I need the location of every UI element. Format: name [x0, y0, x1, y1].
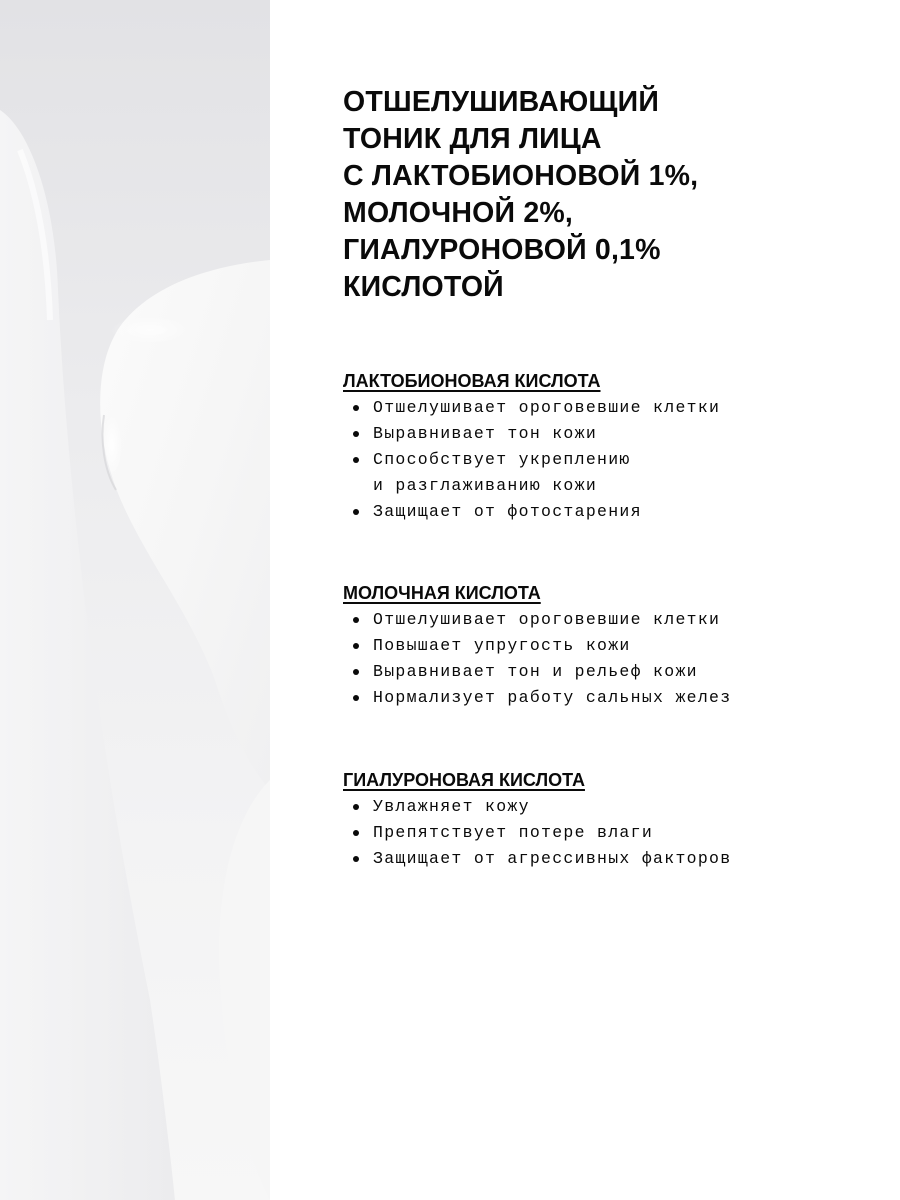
list-item: [343, 685, 883, 711]
list-item: [343, 499, 883, 525]
list-item-text: Способствует укреплению: [373, 450, 631, 469]
section-heading: ГИАЛУРОНОВАЯ КИСЛОТА: [343, 770, 585, 790]
bullet-icon: [353, 509, 359, 515]
list-item-text: Отшелушивает ороговевшие клетки: [373, 398, 721, 417]
texture-illustration: [0, 0, 270, 1200]
list-item: [343, 659, 883, 685]
title-line: ГИАЛУРОНОВОЙ 0,1%: [343, 234, 661, 266]
list-item: [343, 607, 883, 633]
list-item-text: Отшелушивает ороговевшие клетки: [373, 610, 721, 629]
title-line: МОЛОЧНОЙ 2%,: [343, 197, 574, 229]
title-line: ОТШЕЛУШИВАЮЩИЙ: [343, 86, 660, 118]
benefits-list: [343, 607, 883, 711]
benefits-list: [343, 794, 883, 872]
bullet-icon: [353, 856, 359, 862]
bullet-icon: [353, 643, 359, 649]
title-line: С ЛАКТОБИОНОВОЙ 1%,: [343, 160, 699, 192]
bullet-icon: [353, 431, 359, 437]
list-item-text: Нормализует работу сальных желез: [373, 688, 732, 707]
list-item-text: Увлажняет кожу: [373, 797, 530, 816]
list-item-text: Повышает упругость кожи: [373, 636, 631, 655]
list-item: [343, 633, 883, 659]
product-texture-image: [0, 0, 270, 1200]
product-description: [343, 84, 883, 868]
list-item: [343, 820, 883, 846]
bullet-icon: [353, 830, 359, 836]
product-title: [343, 84, 883, 306]
benefits-list: [343, 395, 883, 525]
section-heading: ЛАКТОБИОНОВАЯ КИСЛОТА: [343, 371, 601, 391]
list-item-text: Препятствует потере влаги: [373, 823, 654, 842]
list-item-text: Выравнивает тон и рельеф кожи: [373, 662, 698, 681]
list-item: [343, 794, 883, 820]
list-item: [343, 421, 883, 447]
section-lactic-acid: [343, 582, 883, 711]
bullet-icon: [353, 695, 359, 701]
list-item-text: Защищает от агрессивных факторов: [373, 849, 732, 868]
section-heading: МОЛОЧНАЯ КИСЛОТА: [343, 583, 541, 603]
title-line: ТОНИК ДЛЯ ЛИЦА: [343, 123, 602, 155]
section-hyaluronic-acid: [343, 769, 883, 872]
title-line: КИСЛОТОЙ: [343, 271, 504, 303]
bullet-icon: [353, 617, 359, 623]
bullet-icon: [353, 457, 359, 463]
bullet-icon: [353, 804, 359, 810]
list-item: [343, 395, 883, 421]
bullet-icon: [353, 405, 359, 411]
list-item: [343, 447, 883, 499]
list-item-text: Выравнивает тон кожи: [373, 424, 598, 443]
section-lactobionic-acid: [343, 370, 883, 525]
bullet-icon: [353, 669, 359, 675]
list-item-text: Защищает от фотостарения: [373, 502, 642, 521]
list-item-text-continuation: и разглаживанию кожи: [373, 476, 598, 495]
list-item: [343, 846, 883, 872]
